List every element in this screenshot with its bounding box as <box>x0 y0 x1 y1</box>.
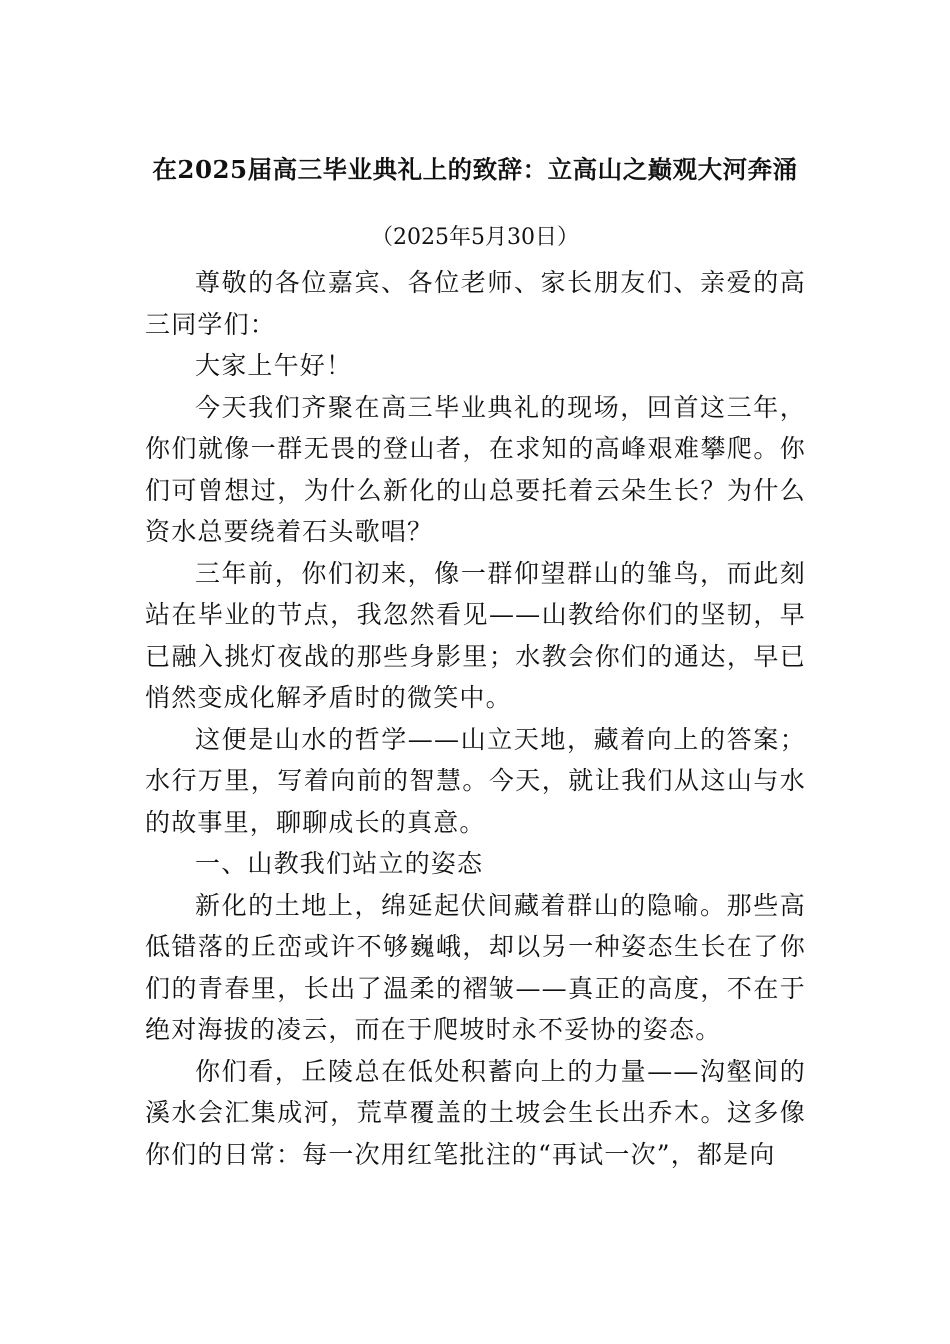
body-paragraph: 这便是山水的哲学——山立天地，藏着向上的答案；水行万里，写着向前的智慧。今天，就让我们从这山与水的故事里，聊聊成长的真意。 <box>145 724 806 837</box>
body-paragraph: 三年前，你们初来，像一群仰望群山的雏鸟，而此刻站在毕业的节点，我忽然看见——山教给你们的坚韧，早已融入挑灯夜战的那些身影里；水教会你们的通达，早已悄然变成化解矛盾时的微笑中。 <box>145 558 806 712</box>
document-date: （2025年5月30日） <box>371 225 579 250</box>
body-paragraph: 新化的土地上，绵延起伏间藏着群山的隐喻。那些高低错落的丘峦或许不够巍峨，却以另一种姿态生长在了你们的青春里，长出了温柔的褶皱——真正的高度，不在于绝对海拔的凌云，而在于爬坡时永不妥协的姿态。 <box>145 890 806 1044</box>
document-body <box>145 262 806 1175</box>
salutation-paragraph: 尊敬的各位嘉宾、各位老师、家长朋友们、亲爱的高三同学们： <box>145 268 806 339</box>
document-title: 在2025届高三毕业典礼上的致辞：立高山之巅观大河奔涌 <box>152 155 798 184</box>
section-heading: 一、山教我们站立的姿态 <box>195 849 484 878</box>
body-paragraph: 你们看，丘陵总在低处积蓄向上的力量——沟壑间的溪水会汇集成河，荒草覆盖的土坡会生长出乔木。这多像你们的日常：每一次用红笔批注的“再试一次”，都是向 <box>145 1056 806 1169</box>
body-paragraph: 今天我们齐聚在高三毕业典礼的现场，回首这三年，你们就像一群无畏的登山者，在求知的高峰艰难攀爬。你们可曾想过，为什么新化的山总要托着云朵生长？为什么资水总要绕着石头歌唱？ <box>145 392 806 546</box>
greeting-paragraph: 大家上午好！ <box>195 351 353 380</box>
